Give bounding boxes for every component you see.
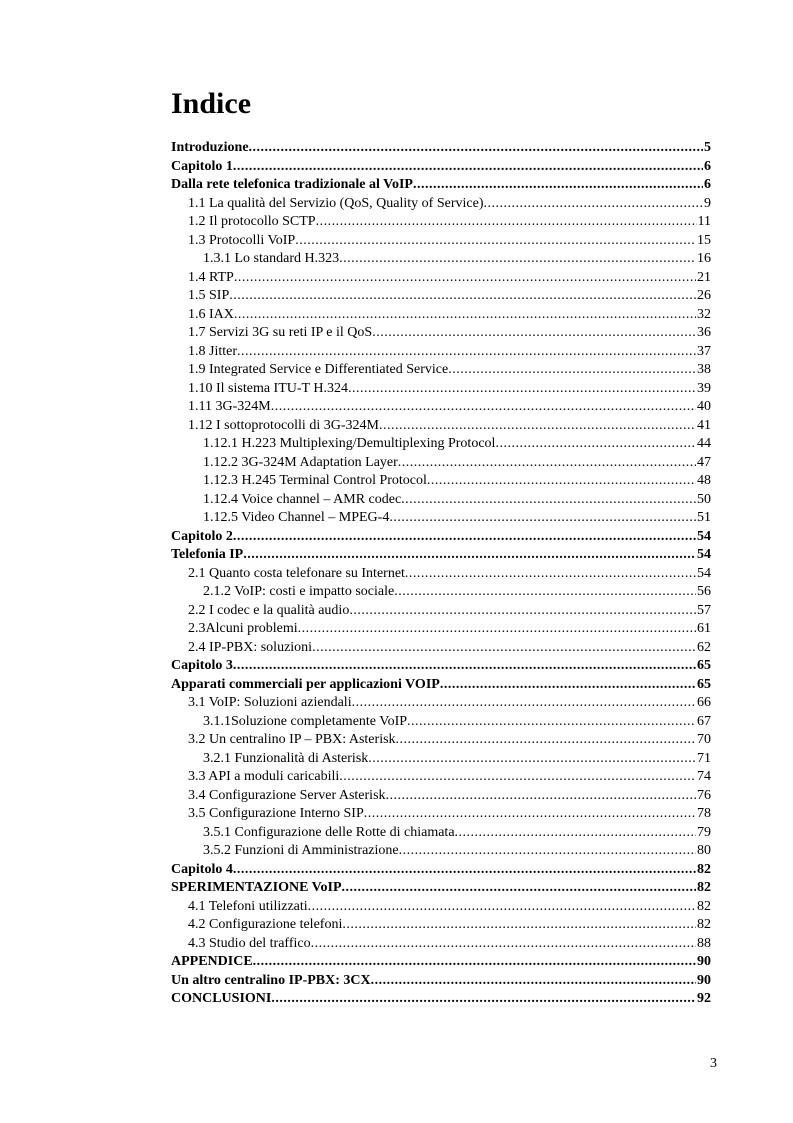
toc-entry-page: 80 (697, 843, 711, 858)
toc-entry-page: 79 (697, 824, 711, 840)
toc-dot-leader (271, 990, 696, 1009)
toc-entry[interactable] (171, 750, 711, 769)
toc-dot-leader (386, 787, 696, 806)
toc-entry-title: 3.4 Configurazione Server Asterisk (188, 787, 386, 803)
toc-dot-leader (298, 620, 696, 639)
toc-dot-leader (483, 195, 703, 214)
toc-entry[interactable] (171, 972, 711, 991)
toc-entry-title: 4.1 Telefoni utilizzati (188, 898, 308, 914)
toc-entry-page: 82 (697, 917, 711, 932)
toc-dot-leader (398, 454, 696, 473)
toc-dot-leader (372, 324, 696, 343)
toc-entry[interactable] (171, 713, 711, 732)
toc-entry-title: 1.10 Il sistema ITU-T H.324 (188, 380, 348, 396)
toc-entry-page: 6 (704, 158, 711, 174)
toc-entry[interactable] (171, 787, 711, 806)
toc-entry[interactable] (171, 139, 711, 158)
toc-entry[interactable] (171, 916, 711, 935)
toc-entry-title: Un altro centralino IP-PBX: 3CX (171, 972, 371, 988)
toc-entry-page: 90 (697, 954, 711, 969)
toc-entry-title: CONCLUSIONI (171, 991, 272, 1006)
toc-dot-leader (349, 602, 696, 621)
toc-entry-page: 61 (697, 621, 711, 636)
toc-entry-page: 88 (697, 935, 711, 951)
toc-entry-page: 82 (697, 861, 711, 877)
toc-entry-page: 44 (697, 436, 711, 451)
toc-entry[interactable] (171, 546, 711, 565)
toc-dot-leader (455, 824, 696, 843)
toc-dot-leader (233, 528, 696, 547)
toc-entry-title: Telefonia IP (171, 547, 244, 562)
toc-entry-page: 76 (697, 787, 711, 803)
toc-dot-leader (339, 250, 696, 269)
toc-dot-leader (342, 916, 696, 935)
toc-entry[interactable] (171, 768, 711, 787)
toc-entry[interactable] (171, 620, 711, 639)
toc-entry-page: 65 (697, 676, 711, 692)
toc-dot-leader (342, 879, 696, 898)
toc-entry[interactable] (171, 213, 711, 232)
toc-entry-title: 3.5 Configurazione Interno SIP (188, 806, 364, 821)
toc-entry-page: 15 (697, 232, 711, 248)
toc-entry-page: 21 (697, 269, 711, 285)
toc-dot-leader (440, 676, 696, 695)
toc-entry[interactable] (171, 417, 711, 436)
toc-entry[interactable] (171, 990, 711, 1009)
toc-entry[interactable] (171, 454, 711, 473)
toc-entry-title: APPENDICE (171, 954, 253, 969)
toc-entry[interactable] (171, 731, 711, 750)
toc-entry-title: 2.1 Quanto costa telefonare su Internet (188, 565, 405, 581)
toc-entry[interactable] (171, 158, 711, 177)
toc-entry-page: 67 (697, 713, 711, 729)
toc-entry[interactable] (171, 472, 711, 491)
toc-entry[interactable] (171, 657, 711, 676)
toc-entry-page: 50 (697, 491, 711, 507)
toc-entry-title: 1.2 Il protocollo SCTP (188, 214, 316, 229)
toc-entry[interactable] (171, 287, 711, 306)
page-title: Indice (171, 87, 252, 120)
toc-entry-page: 90 (697, 972, 711, 988)
toc-entry-title: 1.8 Jitter (188, 343, 237, 359)
toc-entry-page: 56 (697, 584, 711, 599)
toc-dot-leader (495, 435, 696, 454)
toc-entry-page: 65 (697, 658, 711, 673)
toc-entry[interactable] (171, 805, 711, 824)
toc-entry-page: 92 (697, 991, 711, 1006)
toc-dot-leader (389, 509, 696, 528)
toc-entry-title: 3.1.1Soluzione completamente VoIP (203, 713, 408, 729)
toc-entry[interactable] (171, 398, 711, 417)
table-of-contents (171, 139, 711, 1009)
toc-dot-leader (405, 565, 696, 584)
toc-dot-leader (379, 417, 696, 436)
toc-dot-leader (368, 750, 696, 769)
toc-dot-leader (271, 398, 696, 417)
toc-dot-leader (312, 639, 696, 658)
toc-entry-page: 66 (697, 695, 711, 710)
toc-entry-page: 48 (697, 473, 711, 488)
toc-dot-leader (253, 953, 696, 972)
toc-entry-title: Introduzione (171, 140, 249, 155)
toc-dot-leader (399, 842, 696, 861)
toc-entry[interactable] (171, 232, 711, 251)
toc-entry-page: 41 (697, 417, 711, 433)
toc-entry-title: 4.2 Configurazione telefoni (188, 917, 343, 932)
toc-entry[interactable] (171, 509, 711, 528)
toc-dot-leader (394, 583, 696, 602)
toc-entry-title: 3.1 VoIP: Soluzioni aziendali (188, 695, 352, 710)
toc-dot-leader (243, 546, 696, 565)
toc-entry-title: 1.12.4 Voice channel – AMR codec (203, 491, 402, 507)
toc-entry-page: 16 (697, 251, 711, 266)
toc-entry-title: 1.7 Servizi 3G su reti IP e il QoS (188, 325, 373, 340)
toc-entry-title: 1.1 La qualità del Servizio (QoS, Quality of Service) (188, 195, 484, 211)
toc-entry[interactable] (171, 935, 711, 954)
toc-entry-title: 3.5.2 Funzioni di Amministrazione (203, 843, 399, 858)
toc-entry-title: 3.5.1 Configurazione delle Rotte di chiamata (203, 824, 455, 840)
toc-entry-page: 62 (697, 639, 711, 655)
toc-entry-title: 3.2.1 Funzionalità di Asterisk (203, 750, 369, 766)
toc-entry-page: 47 (697, 454, 711, 470)
toc-entry[interactable] (171, 528, 711, 547)
toc-entry[interactable] (171, 491, 711, 510)
toc-entry-page: 32 (697, 306, 711, 322)
toc-entry-title: Capitolo 1 (171, 158, 233, 174)
toc-entry-page: 9 (704, 195, 711, 211)
toc-entry-title: 4.3 Studio del traffico (188, 935, 311, 951)
toc-entry[interactable] (171, 380, 711, 399)
toc-dot-leader (234, 306, 696, 325)
toc-entry[interactable] (171, 824, 711, 843)
toc-entry-title: 1.12.3 H.245 Terminal Control Protocol (203, 473, 427, 488)
toc-entry-page: 54 (697, 528, 711, 544)
toc-dot-leader (233, 861, 696, 880)
toc-entry-page: 74 (697, 769, 711, 784)
toc-dot-leader (295, 232, 696, 251)
toc-entry-title: 2.1.2 VoIP: costi e impatto sociale (203, 584, 395, 599)
toc-entry-page: 70 (697, 732, 711, 747)
toc-entry-title: 1.12.1 H.223 Multiplexing/Demultiplexing Protocol (203, 436, 496, 451)
toc-entry[interactable] (171, 639, 711, 658)
toc-dot-leader (401, 491, 696, 510)
toc-entry-page: 57 (697, 602, 711, 618)
toc-entry[interactable] (171, 361, 711, 380)
toc-entry[interactable] (171, 343, 711, 362)
toc-dot-leader (371, 972, 696, 991)
toc-entry-page: 26 (697, 288, 711, 303)
toc-entry-page: 78 (697, 806, 711, 821)
toc-entry-title: 1.11 3G-324M (188, 399, 271, 414)
toc-dot-leader (396, 731, 696, 750)
toc-entry[interactable] (171, 195, 711, 214)
toc-entry-page: 39 (697, 380, 711, 396)
toc-dot-leader (233, 158, 703, 177)
toc-entry-title: 2.3Alcuni problemi (188, 621, 298, 636)
toc-entry-page: 37 (697, 343, 711, 359)
toc-dot-leader (427, 472, 696, 491)
toc-entry[interactable] (171, 898, 711, 917)
toc-entry-title: 2.2 I codec e la qualità audio (188, 602, 350, 618)
toc-entry-page: 54 (697, 565, 711, 581)
toc-entry[interactable] (171, 306, 711, 325)
toc-entry-page: 11 (697, 214, 711, 229)
toc-entry-title: 1.4 RTP (188, 269, 234, 285)
toc-dot-leader (352, 694, 696, 713)
toc-entry-title: 1.5 SIP (188, 288, 230, 303)
toc-entry[interactable] (171, 842, 711, 861)
toc-entry[interactable] (171, 324, 711, 343)
toc-entry-title: Capitolo 2 (171, 528, 233, 544)
toc-dot-leader (448, 361, 696, 380)
toc-entry-title: 1.12.2 3G-324M Adaptation Layer (203, 454, 398, 470)
toc-dot-leader (364, 805, 696, 824)
toc-dot-leader (413, 176, 703, 195)
toc-dot-leader (249, 139, 703, 158)
toc-dot-leader (348, 380, 696, 399)
toc-entry[interactable] (171, 176, 711, 195)
toc-entry-page: 38 (697, 362, 711, 377)
toc-dot-leader (234, 269, 696, 288)
toc-entry[interactable] (171, 565, 711, 584)
toc-entry-page: 82 (697, 880, 711, 895)
toc-entry[interactable] (171, 676, 711, 695)
toc-entry[interactable] (171, 879, 711, 898)
toc-entry[interactable] (171, 435, 711, 454)
toc-entry[interactable] (171, 953, 711, 972)
toc-entry-page: 82 (697, 898, 711, 914)
toc-dot-leader (233, 657, 696, 676)
toc-dot-leader (316, 213, 697, 232)
toc-entry-title: 1.6 IAX (188, 306, 234, 322)
toc-entry-title: 1.12 I sottoprotocolli di 3G-324M (188, 417, 379, 433)
toc-entry[interactable] (171, 602, 711, 621)
toc-entry-page: 54 (697, 547, 711, 562)
toc-entry[interactable] (171, 269, 711, 288)
toc-entry-title: Capitolo 4 (171, 861, 233, 877)
toc-entry-title: Apparati commerciali per applicazioni VOIP (171, 676, 440, 692)
toc-entry-title: 3.3 API a moduli caricabili (188, 769, 340, 784)
toc-entry-page: 71 (697, 750, 711, 766)
toc-entry-title: 1.3.1 Lo standard H.323 (203, 251, 340, 266)
toc-entry-title: 1.3 Protocolli VoIP (188, 232, 296, 248)
toc-entry-page: 40 (697, 399, 711, 414)
toc-dot-leader (237, 343, 696, 362)
toc-entry-title: 1.9 Integrated Service e Differentiated Service (188, 362, 449, 377)
toc-entry-title: Capitolo 3 (171, 658, 233, 673)
toc-entry-title: 1.12.5 Video Channel – MPEG-4 (203, 510, 390, 525)
toc-entry-page: 6 (704, 177, 711, 192)
toc-entry[interactable] (171, 861, 711, 880)
toc-entry[interactable] (171, 583, 711, 602)
toc-entry-page: 5 (704, 140, 711, 155)
toc-entry-title: 3.2 Un centralino IP – PBX: Asterisk (188, 732, 396, 747)
toc-dot-leader (339, 768, 696, 787)
toc-entry-title: SPERIMENTAZIONE VoIP (171, 880, 342, 895)
page-number: 3 (710, 1056, 717, 1071)
toc-entry[interactable] (171, 250, 711, 269)
toc-entry-page: 51 (697, 510, 711, 525)
toc-entry[interactable] (171, 694, 711, 713)
toc-entry-page: 36 (697, 325, 711, 340)
toc-dot-leader (229, 287, 696, 306)
toc-dot-leader (311, 935, 696, 954)
toc-entry-title: 2.4 IP-PBX: soluzioni (188, 639, 313, 655)
toc-entry-title: Dalla rete telefonica tradizionale al VoIP (171, 177, 413, 192)
toc-dot-leader (407, 713, 696, 732)
toc-dot-leader (308, 898, 696, 917)
